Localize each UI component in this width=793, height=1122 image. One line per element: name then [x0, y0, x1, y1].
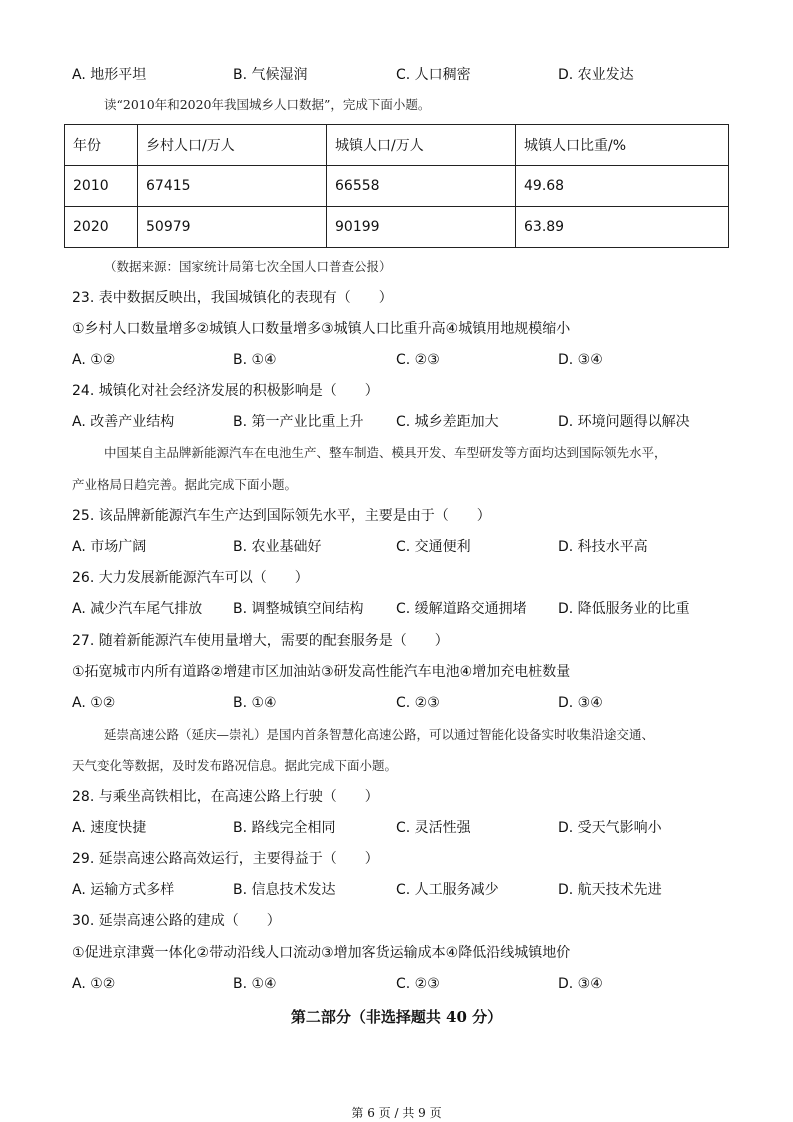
q27-items: ①拓宽城市内所有道路②增建市区加油站③研发高性能汽车电池④增加充电桩数量	[72, 664, 571, 680]
option-c: C. 缓解道路交通拥堵	[396, 601, 527, 617]
option-a: A. 地形平坦	[72, 67, 147, 83]
q30-items: ①促进京津冀一体化②带动沿线人口流动③增加客货运输成本④降低沿线城镇地价	[72, 945, 571, 961]
q24-stem: 24. 城镇化对社会经济发展的积极影响是（ ）	[72, 383, 379, 399]
option-c: C. 灵活性强	[396, 820, 471, 836]
option-c: C. 人口稠密	[396, 67, 471, 83]
table-cell: 49.68	[516, 166, 729, 207]
table-cell: 50979	[138, 207, 327, 248]
table-cell: 90199	[327, 207, 516, 248]
option-a: A. 市场广阔	[72, 539, 147, 555]
option-a: A. 速度快捷	[72, 820, 147, 836]
q23-items: ①乡村人口数量增多②城镇人口数量增多③城镇人口比重升高④城镇用地规模缩小	[72, 321, 571, 337]
table-cell: 63.89	[516, 207, 729, 248]
option-a: A. ①②	[72, 976, 116, 992]
q27-stem: 27. 随着新能源汽车使用量增大，需要的配套服务是（ ）	[72, 633, 449, 649]
option-b: B. 农业基础好	[233, 539, 322, 555]
option-c: C. 城乡差距加大	[396, 414, 499, 430]
option-a: A. 减少汽车尾气排放	[72, 601, 203, 617]
option-b: B. 第一产业比重上升	[233, 414, 364, 430]
option-d: D. ③④	[558, 695, 603, 711]
option-c: C. ②③	[396, 695, 440, 711]
option-d: D. 受天气影响小	[558, 820, 662, 836]
option-d: D. 农业发达	[558, 67, 634, 83]
header-cell: 城镇人口/万人	[327, 125, 516, 166]
table-cell: 67415	[138, 166, 327, 207]
table-cell: 2020	[65, 207, 138, 248]
option-c: C. ②③	[396, 976, 440, 992]
option-c: C. ②③	[396, 352, 440, 368]
q26-stem: 26. 大力发展新能源汽车可以（ ）	[72, 570, 309, 586]
option-b: B. ①④	[233, 976, 277, 992]
option-d: D. 降低服务业的比重	[558, 601, 690, 617]
option-b: B. 气候湿润	[233, 67, 308, 83]
option-c: C. 人工服务减少	[396, 882, 499, 898]
page-footer: 第 6 页 / 共 9 页	[351, 1106, 442, 1120]
option-a: A. 运输方式多样	[72, 882, 175, 898]
table-row	[65, 166, 729, 207]
q28-stem: 28. 与乘坐高铁相比，在高速公路上行驶（ ）	[72, 789, 379, 805]
section-heading: 第二部分（非选择题共 40 分）	[290, 1008, 503, 1026]
option-a: A. ①②	[72, 695, 116, 711]
table-header-row	[65, 125, 729, 166]
option-b: B. ①④	[233, 352, 277, 368]
table-row	[65, 207, 729, 248]
option-b: B. 调整城镇空间结构	[233, 601, 364, 617]
table-cell: 2010	[65, 166, 138, 207]
passage-highway-line1: 延崇高速公路（延庆—崇礼）是国内首条智慧化高速公路，可以通过智能化设备实时收集沿途交通、	[104, 727, 655, 742]
option-a: A. 改善产业结构	[72, 414, 175, 430]
table-intro: 读“2010年和2020年我国城乡人口数据”，完成下面小题。	[104, 97, 431, 112]
option-d: D. 环境问题得以解决	[558, 414, 690, 430]
option-c: C. 交通便利	[396, 539, 471, 555]
option-d: D. ③④	[558, 976, 603, 992]
q25-stem: 25. 该品牌新能源汽车生产达到国际领先水平，主要是由于（ ）	[72, 508, 491, 524]
option-b: B. 路线完全相同	[233, 820, 336, 836]
option-b: B. 信息技术发达	[233, 882, 336, 898]
data-source: （数据来源：国家统计局第七次全国人口普查公报）	[104, 259, 392, 274]
option-d: D. 科技水平高	[558, 539, 648, 555]
header-cell: 乡村人口/万人	[138, 125, 327, 166]
option-b: B. ①④	[233, 695, 277, 711]
population-table	[64, 124, 729, 248]
passage-ev-line2: 产业格局日趋完善。据此完成下面小题。	[72, 477, 298, 492]
q23-stem: 23. 表中数据反映出，我国城镇化的表现有（ ）	[72, 290, 393, 306]
option-a: A. ①②	[72, 352, 116, 368]
q29-stem: 29. 延崇高速公路高效运行，主要得益于（ ）	[72, 851, 379, 867]
passage-highway-line2: 天气变化等数据，及时发布路况信息。据此完成下面小题。	[72, 758, 398, 773]
q30-stem: 30. 延崇高速公路的建成（ ）	[72, 913, 281, 929]
table-cell: 66558	[327, 166, 516, 207]
option-d: D. ③④	[558, 352, 603, 368]
passage-ev-line1: 中国某自主品牌新能源汽车在电池生产、整车制造、模具开发、车型研发等方面均达到国际领先水平，	[104, 445, 667, 460]
header-cell: 城镇人口比重/%	[516, 125, 729, 166]
option-d: D. 航天技术先进	[558, 882, 662, 898]
header-cell: 年份	[65, 125, 138, 166]
